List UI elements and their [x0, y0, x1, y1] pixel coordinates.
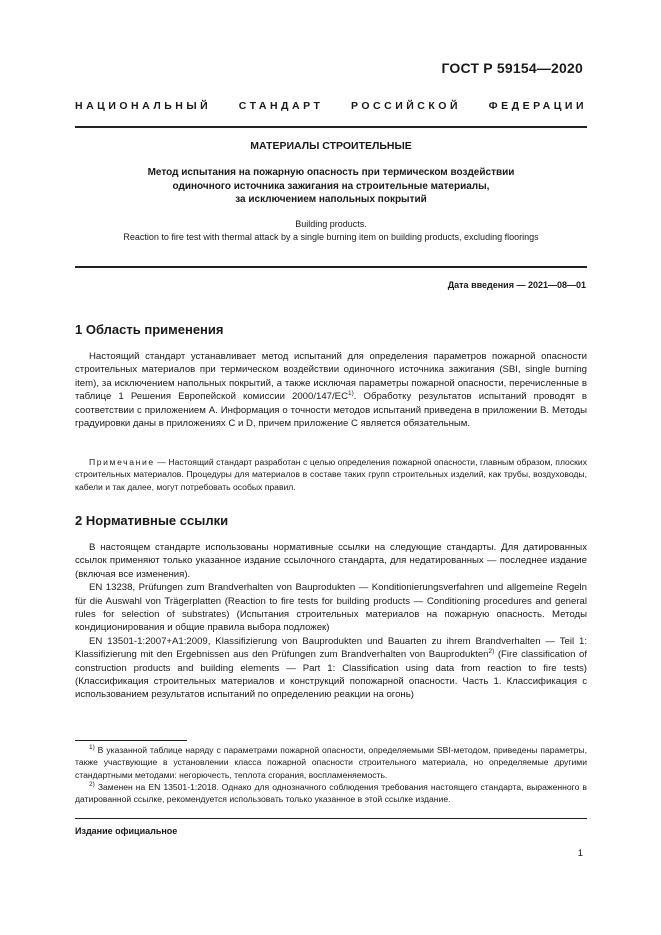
page-number: 1: [577, 848, 583, 859]
title-divider: [75, 266, 587, 268]
note-label: Примечание: [89, 457, 155, 467]
subtitle-line: за исключением напольных покрытий: [235, 194, 427, 205]
footnote-2: [75, 781, 587, 806]
section-1-paragraph: [75, 350, 587, 430]
footnote-divider: [75, 740, 187, 741]
header-divider: [75, 126, 587, 128]
paragraph-text: . Обработку результатов испытаний проводят в соответствии с приложением А. Информация о точности методов испытаний приведена в приложении В. Методы градуировки даны в приложениях С и D, причем приложение С является обязательным.: [75, 391, 587, 430]
section-2-heading: 2 Нормативные ссылки: [75, 513, 229, 528]
footnote-text: Заменен на EN 13501-1:2018. Однако для однозначного соблюдения требования настоящего стандарта, выраженного в датированной ссылке, рекомендуется использовать только указанное в этой ссылке издание.: [75, 781, 587, 805]
note-paragraph: [75, 456, 587, 493]
standard-subtitle: [95, 166, 567, 207]
footnote-mark: 2): [89, 780, 95, 788]
paragraph-text: Настоящий стандарт устанавливает метод испытаний для определения параметров пожарной опасности строительных материалов при термическом воздействии одиночного источника зажигания (SBI, single burning item), за исключением напольных покрытий, а также исключая параметры пожарной опасности, перечисленные в таблице 1 Решения Европейской комиссии 2000/147/ЕС: [75, 351, 587, 403]
english-title: [75, 218, 587, 243]
document-number: ГОСТ Р 59154—2020: [441, 60, 583, 76]
paragraph-text: EN 13501-1:2007+A1:2009, Klassifizierung von Bauprodukten und Bauarten zu ihrem Brandverhalten — Teil 1: Klassifizierung mit den Ergebnissen aus den Prüfungen zum Brandverhalten von Bauprodukten: [75, 635, 587, 661]
footnote-text: В указанной таблице наряду с параметрами пожарной опасности, определяемыми SBI-методом, приведены параметры, также участвующие в установлении класса пожарной опасности строительного материала, но определяемые другими стандартными методами: негорючесть, теплота сгорания, воспламеняемость.: [75, 745, 587, 780]
standard-title: МАТЕРИАЛЫ СТРОИТЕЛЬНЫЕ: [250, 140, 412, 152]
footnote-1: [75, 744, 587, 781]
paragraph-text: (Fire classification of construction products and building elements — Part 1: Classification using data from reaction to fire tests) (Классификация строительных материалов и конструкций попожарной опасности. Часть 1. Классификация с использованием результатов испытаний по определению реакции на огонь): [75, 649, 587, 701]
reference-en-13501-1: [75, 635, 587, 702]
footnotes: [75, 744, 587, 805]
national-standard-banner: НАЦИОНАЛЬНЫЙ СТАНДАРТ РОССИЙСКОЙ ФЕДЕРАЦИИ: [75, 100, 587, 112]
footnote-ref-2[interactable]: 2): [488, 648, 495, 656]
english-title-line: Reaction to fire test with thermal attack by a single burning item on building products, excluding floorings: [123, 231, 539, 242]
section-1-heading: 1 Область применения: [75, 322, 224, 337]
section-2-body: [75, 541, 587, 702]
section-2-paragraph: В настоящем стандарте использованы нормативные ссылки на следующие стандарты. Для датированных ссылок применяют только указанное издание ссылочного стандарта, для недатированных — последнее издание (включая все изменения).: [75, 542, 587, 580]
footer-divider: [75, 818, 587, 819]
subtitle-line: одиночного источника зажигания на строительные материалы,: [172, 180, 490, 192]
official-edition-label: Издание официальное: [75, 826, 178, 836]
footnote-mark: 1): [89, 744, 95, 751]
section-1-note: [75, 456, 587, 493]
reference-en-13238: EN 13238, Prüfungen zum Brandverhalten von Bauprodukten — Konditionierungsverfahren und allgemeine Regeln für die Auswahl von Trägerplatten (Reaction to fire tests for building products — Conditioning procedures and general rules for selection of substrates) (Испытания строительных материалов на пожарную опасность. Методы кондиционирования и общие правила выбора подложек): [75, 582, 587, 634]
note-text: — Настоящий стандарт разработан с целью определения пожарной опасности, главным образом, плоских строительных материалов. Процедуры для материалов в составе таких групп строительных изделий, как трубы, воздуховоды, кабели и так далее, могут потребовать особых правил.: [75, 457, 587, 492]
subtitle-line: Метод испытания на пожарную опасность при термическом воздействии: [147, 167, 515, 178]
section-1-body: [75, 350, 587, 430]
introduction-date: Дата введения — 2021—08—01: [447, 280, 586, 290]
english-title-line: Building products.: [295, 219, 367, 229]
footnote-ref-1[interactable]: 1): [348, 390, 354, 398]
